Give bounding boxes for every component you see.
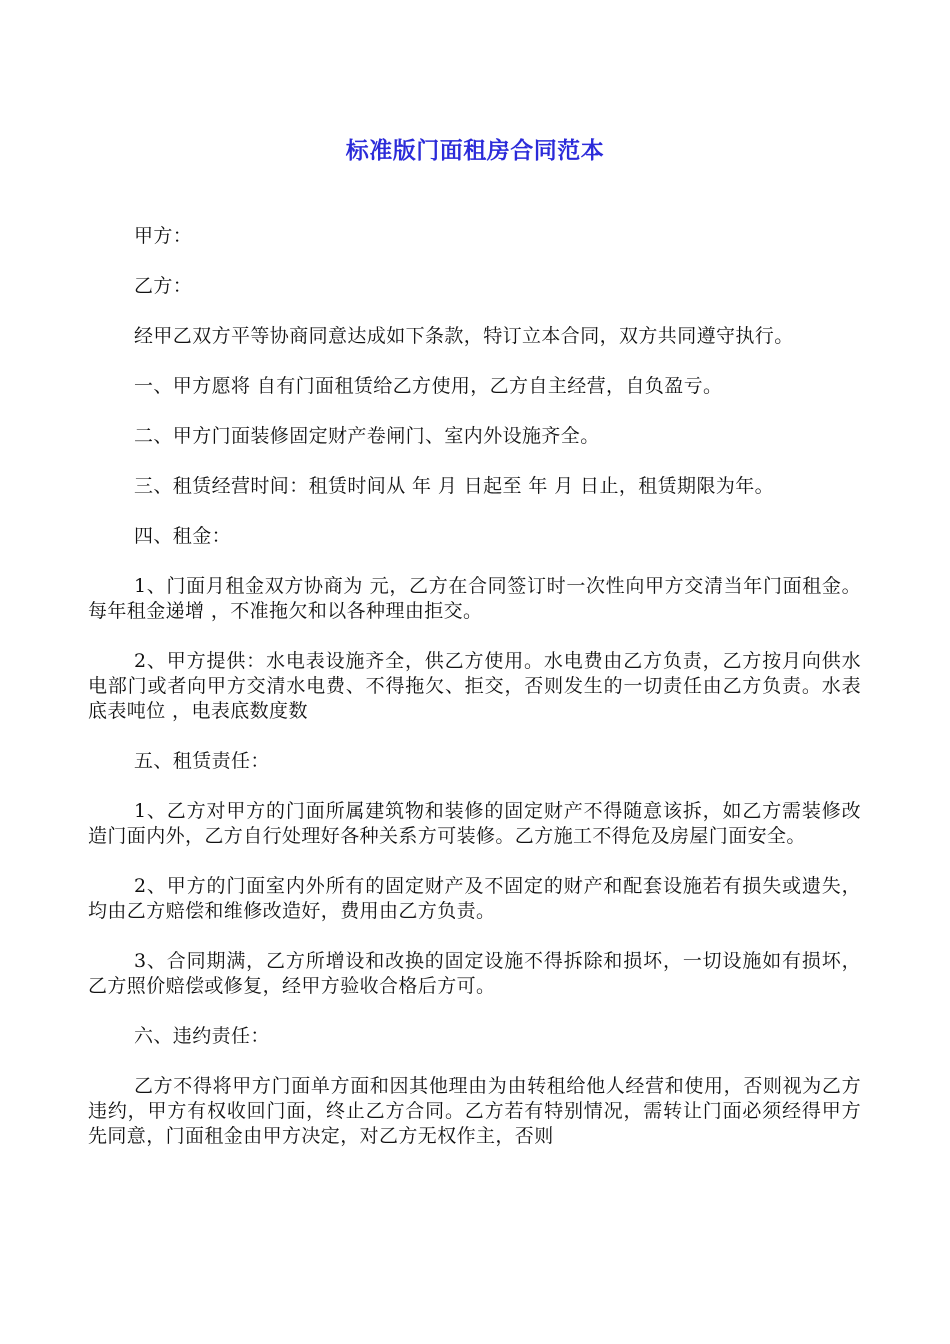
party-a-line: 甲方：	[134, 225, 193, 247]
responsibility-item-2: 2、甲方的门面室内外所有的固定财产及不固定的财产和配套设施若有损失或遗失，均由乙方赔偿和维修改造好，费用由乙方负责。	[88, 875, 861, 922]
section-breach-heading: 六、违约责任：	[134, 1025, 270, 1047]
rent-item-2: 2、甲方提供：水电表设施齐全，供乙方使用。水电费由乙方负责，乙方按月向供水电部门或者向甲方交清水电费、不得拖欠、拒交，否则发生的一切责任由乙方负责。水表底表吨位 ，电表底数度数	[88, 650, 861, 722]
document-title: 标准版门面租房合同范本	[345, 138, 605, 164]
party-b-line: 乙方：	[134, 275, 193, 297]
breach-paragraph: 乙方不得将甲方门面单方面和因其他理由为由转租给他人经营和使用，否则视为乙方违约，甲方有权收回门面，终止乙方合同。乙方若有特别情况，需转让门面必须经得甲方先同意，门面租金由甲方决定，对乙方无权作主，否则	[88, 1075, 861, 1147]
responsibility-item-3: 3、合同期满，乙方所增设和改换的固定设施不得拆除和损坏，一切设施如有损坏，乙方照价赔偿或修复，经甲方验收合格后方可。	[88, 950, 861, 997]
clause-1: 一、甲方愿将 自有门面租赁给乙方使用，乙方自主经营，自负盈亏。	[134, 375, 723, 397]
responsibility-item-1: 1、乙方对甲方的门面所属建筑物和装修的固定财产不得随意该拆，如乙方需装修改造门面内外，乙方自行处理好各种关系方可装修。乙方施工不得危及房屋门面安全。	[88, 800, 861, 847]
clause-3: 三、租赁经营时间：租赁时间从 年 月 日起至 年 月 日止，租赁期限为年。	[134, 475, 775, 497]
clause-2: 二、甲方门面装修固定财产卷闸门、室内外设施齐全。	[134, 425, 600, 447]
preamble-paragraph: 经甲乙双方平等协商同意达成如下条款，特订立本合同，双方共同遵守执行。	[134, 325, 794, 347]
rent-item-1: 1、门面月租金双方协商为 元，乙方在合同签订时一次性向甲方交清当年门面租金。每年租金递增 ，不准拖欠和以各种理由拒交。	[88, 575, 861, 622]
section-responsibility-heading: 五、租赁责任：	[134, 750, 270, 772]
section-rent-heading: 四、租金：	[134, 525, 232, 547]
document-body	[88, 224, 861, 1174]
